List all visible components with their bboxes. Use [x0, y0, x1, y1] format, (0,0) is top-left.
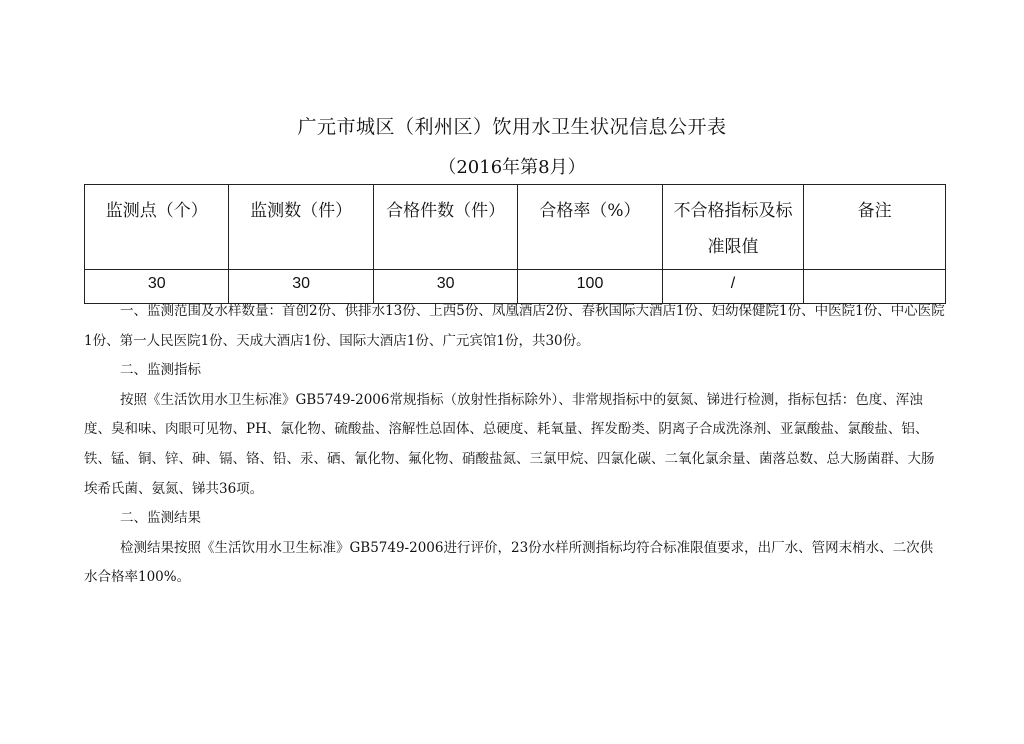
document-body — [84, 297, 946, 593]
cell-qualified-rate: 100 — [518, 270, 662, 304]
header-qualified-rate: 合格率（%） — [518, 185, 662, 270]
indicators-paragraph: 按照《生活饮用水卫生标准》GB5749-2006常规指标（放射性指标除外）、非常规指标中的氨氮、锑进行检测，指标包括：色度、浑浊度、臭和味、肉眼可见物、PH、氯化物、硫酸盐、溶解性总固体、总硬度、耗氧量、挥发酚类、阴离子合成洗涤剂、亚氯酸盐、氯酸盐、铝、铁、锰、铜、锌、砷、镉、铬、铅、汞、硒、氰化物、氟化物、硝酸盐氮、三氯甲烷、四氯化碳、二氧化氯余量、菌落总数、总大肠菌群、大肠埃希氏菌、氨氮、锑共36项。 — [84, 391, 935, 497]
results-heading: 二、监测结果 — [120, 510, 201, 527]
cell-monitoring-points: 30 — [85, 270, 229, 304]
header-remarks: 备注 — [804, 185, 946, 270]
cell-samples-count: 30 — [229, 270, 373, 304]
cell-qualified-count: 30 — [373, 270, 517, 304]
table-header-row — [85, 185, 946, 270]
results-paragraph: 检测结果按照《生活饮用水卫生标准》GB5749-2006进行评价，23份水样所测指标均符合标准限值要求，出厂水、管网末梢水、二次供水合格率100%。 — [84, 539, 934, 586]
header-qualified-count: 合格件数（件） — [373, 185, 517, 270]
scope-paragraph: 一、监测范围及水样数量：首创2份、供排水13份、上西5份、凤凰酒店2份、春秋国际大酒店1份、妇幼保健院1份、中医院1份、中心医院1份、第一人民医院1份、天成大酒店1份、国际大酒店1份、广元宾馆1份，共30份。 — [84, 303, 945, 349]
document-subtitle: （2016年第8月） — [438, 157, 586, 178]
header-monitoring-points: 监测点（个） — [85, 185, 229, 270]
header-samples-count: 监测数（件） — [229, 185, 373, 270]
header-unqualified-limits: 不合格指标及标准限值 — [662, 185, 804, 270]
cell-unqualified-limits: / — [662, 270, 804, 304]
monitoring-table — [84, 184, 946, 304]
indicators-heading: 二、监测指标 — [120, 362, 201, 379]
document-title: 广元市城区（利州区）饮用水卫生状况信息公开表 — [297, 116, 727, 138]
